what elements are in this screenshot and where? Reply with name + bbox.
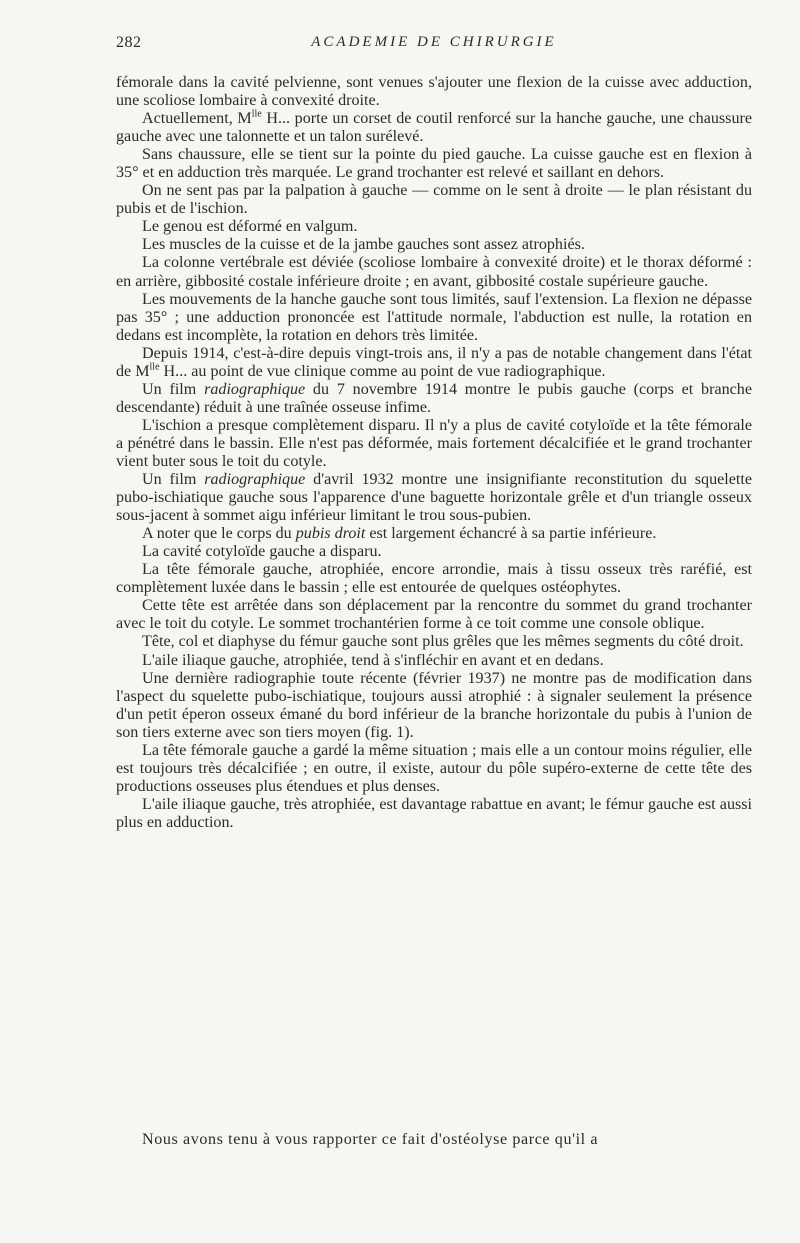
paragraph: L'aile iliaque gauche, atrophiée, tend à s'infléchir en avant et en dedans. (142, 651, 604, 669)
text-segment: Depuis 1914, c'est-à-dire depuis vingt-trois ans, il n'y a pas de notable changement dans l'état de M (116, 344, 752, 380)
paragraph: La colonne vertébrale est déviée (scoliose lombaire à convexité droite) et le thorax déformé : en arrière, gibbosité costale inférieure droite ; en avant, gibbosité costale supérieure gauche. (116, 254, 752, 290)
paragraph: L'aile iliaque gauche, très atrophiée, est davantage rabattue en avant; le fémur gauche est aussi plus en adduction. (116, 795, 752, 831)
page-header (116, 34, 752, 58)
paragraph: fémorale dans la cavité pelvienne, sont venues s'ajouter une flexion de la cuisse avec adduction, une scoliose lombaire à convexité droite. (116, 74, 752, 110)
paragraph: La tête fémorale gauche, atrophiée, encore arrondie, mais à tissu osseux très raréfié, est complètement luxée dans le bassin ; elle est entourée de quelques ostéophytes. (116, 561, 752, 597)
superscript: lle (251, 108, 262, 120)
paragraph: Sans chaussure, elle se tient sur la pointe du pied gauche. La cuisse gauche est en flexion à 35° et en adduction très marquée. Le grand trochanter est relevé et saillant en dehors. (116, 146, 752, 182)
text-segment: H... porte un corset de coutil renforcé sur la hanche gauche, une chaussure gauche avec une talonnette et un talon surélevé. (116, 110, 752, 146)
text-segment: H... au point de vue clinique comme au point de vue radiographique. (159, 362, 606, 380)
text-segment: d'avril 1932 montre une insignifiante reconstitution du squelette pubo-ischiatique gauche sous l'apparence d'une baguette horizontale grêle et d'un triangle osseux sous-jacent à sommet aigu inférieur limitant le trou sous-pubien. (116, 471, 752, 525)
text-segment: Un film (142, 380, 205, 398)
text-segment: est largement échancré à sa partie inférieure. (365, 525, 657, 543)
paragraph: La tête fémorale gauche a gardé la même situation ; mais elle a un contour moins régulier, elle est toujours très décalcifiée ; en outre, il existe, autour du pôle supéro-externe de cette tête des productions osseuses plus étendues et plus denses. (116, 741, 752, 795)
paragraph: On ne sent pas par la palpation à gauche — comme on le sent à droite — le plan résistant du pubis et de l'ischion. (116, 182, 752, 218)
paragraph: Tête, col et diaphyse du fémur gauche sont plus grêles que les mêmes segments du côté droit. (142, 633, 744, 651)
text-segment: Un film (142, 471, 205, 489)
paragraph: L'ischion a presque complètement disparu. Il n'y a plus de cavité cotyloïde et la tête fémorale a pénétré dans le bassin. Elle n'est pas déformée, mais fortement décalcifiée et le grand trochanter vient buter sous le toit du cotyle. (116, 416, 752, 470)
text-segment: du 7 novembre 1914 montre le pubis gauche (corps et branche descendante) réduit à une traînée osseuse infime. (116, 380, 752, 416)
body-text (116, 74, 752, 832)
italic-text: radiographique (204, 380, 306, 398)
paragraph: Le genou est déformé en valgum. (142, 218, 358, 236)
italic-text: radiographique (204, 471, 306, 489)
continued-paragraph: Nous avons tenu à vous rapporter ce fait d'ostéolyse parce qu'il a (142, 1131, 599, 1148)
paragraph (116, 471, 752, 525)
paragraph: La cavité cotyloïde gauche a disparu. (142, 543, 382, 561)
paragraph: Les muscles de la cuisse et de la jambe gauches sont assez atrophiés. (142, 236, 585, 254)
page-number: 282 (116, 34, 142, 51)
text-segment: Actuellement, M (142, 110, 252, 128)
paragraph: Une dernière radiographie toute récente (février 1937) ne montre pas de modification dans l'aspect du squelette pubo-ischiatique, toujours aussi atrophié : à signaler seulement la présence d'un petit éperon osseux émané du bord inférieur de la branche horizontale du pubis à l'union de son tiers externe avec son tiers moyen (fig. 1). (116, 669, 752, 741)
paragraph: Les mouvements de la hanche gauche sont tous limités, sauf l'extension. La flexion ne dépasse pas 35° ; une adduction prononcée est l'attitude normale, l'abduction est nulle, la rotation en dedans est incomplète, la rotation en dehors très limitée. (116, 290, 752, 344)
superscript: lle (149, 361, 160, 373)
text-segment: A noter que le corps du (142, 525, 296, 543)
paragraph (116, 525, 752, 543)
paragraph (116, 345, 752, 381)
paragraph (116, 381, 752, 417)
italic-text: pubis droit (295, 525, 366, 543)
paragraph: Cette tête est arrêtée dans son déplacement par la rencontre du sommet du grand trochanter avec le toit du cotyle. Le sommet trochantérien forme à ce toit comme une console oblique. (116, 597, 752, 633)
paragraph (116, 110, 752, 146)
running-title: ACADEMIE DE CHIRURGIE (311, 34, 557, 50)
